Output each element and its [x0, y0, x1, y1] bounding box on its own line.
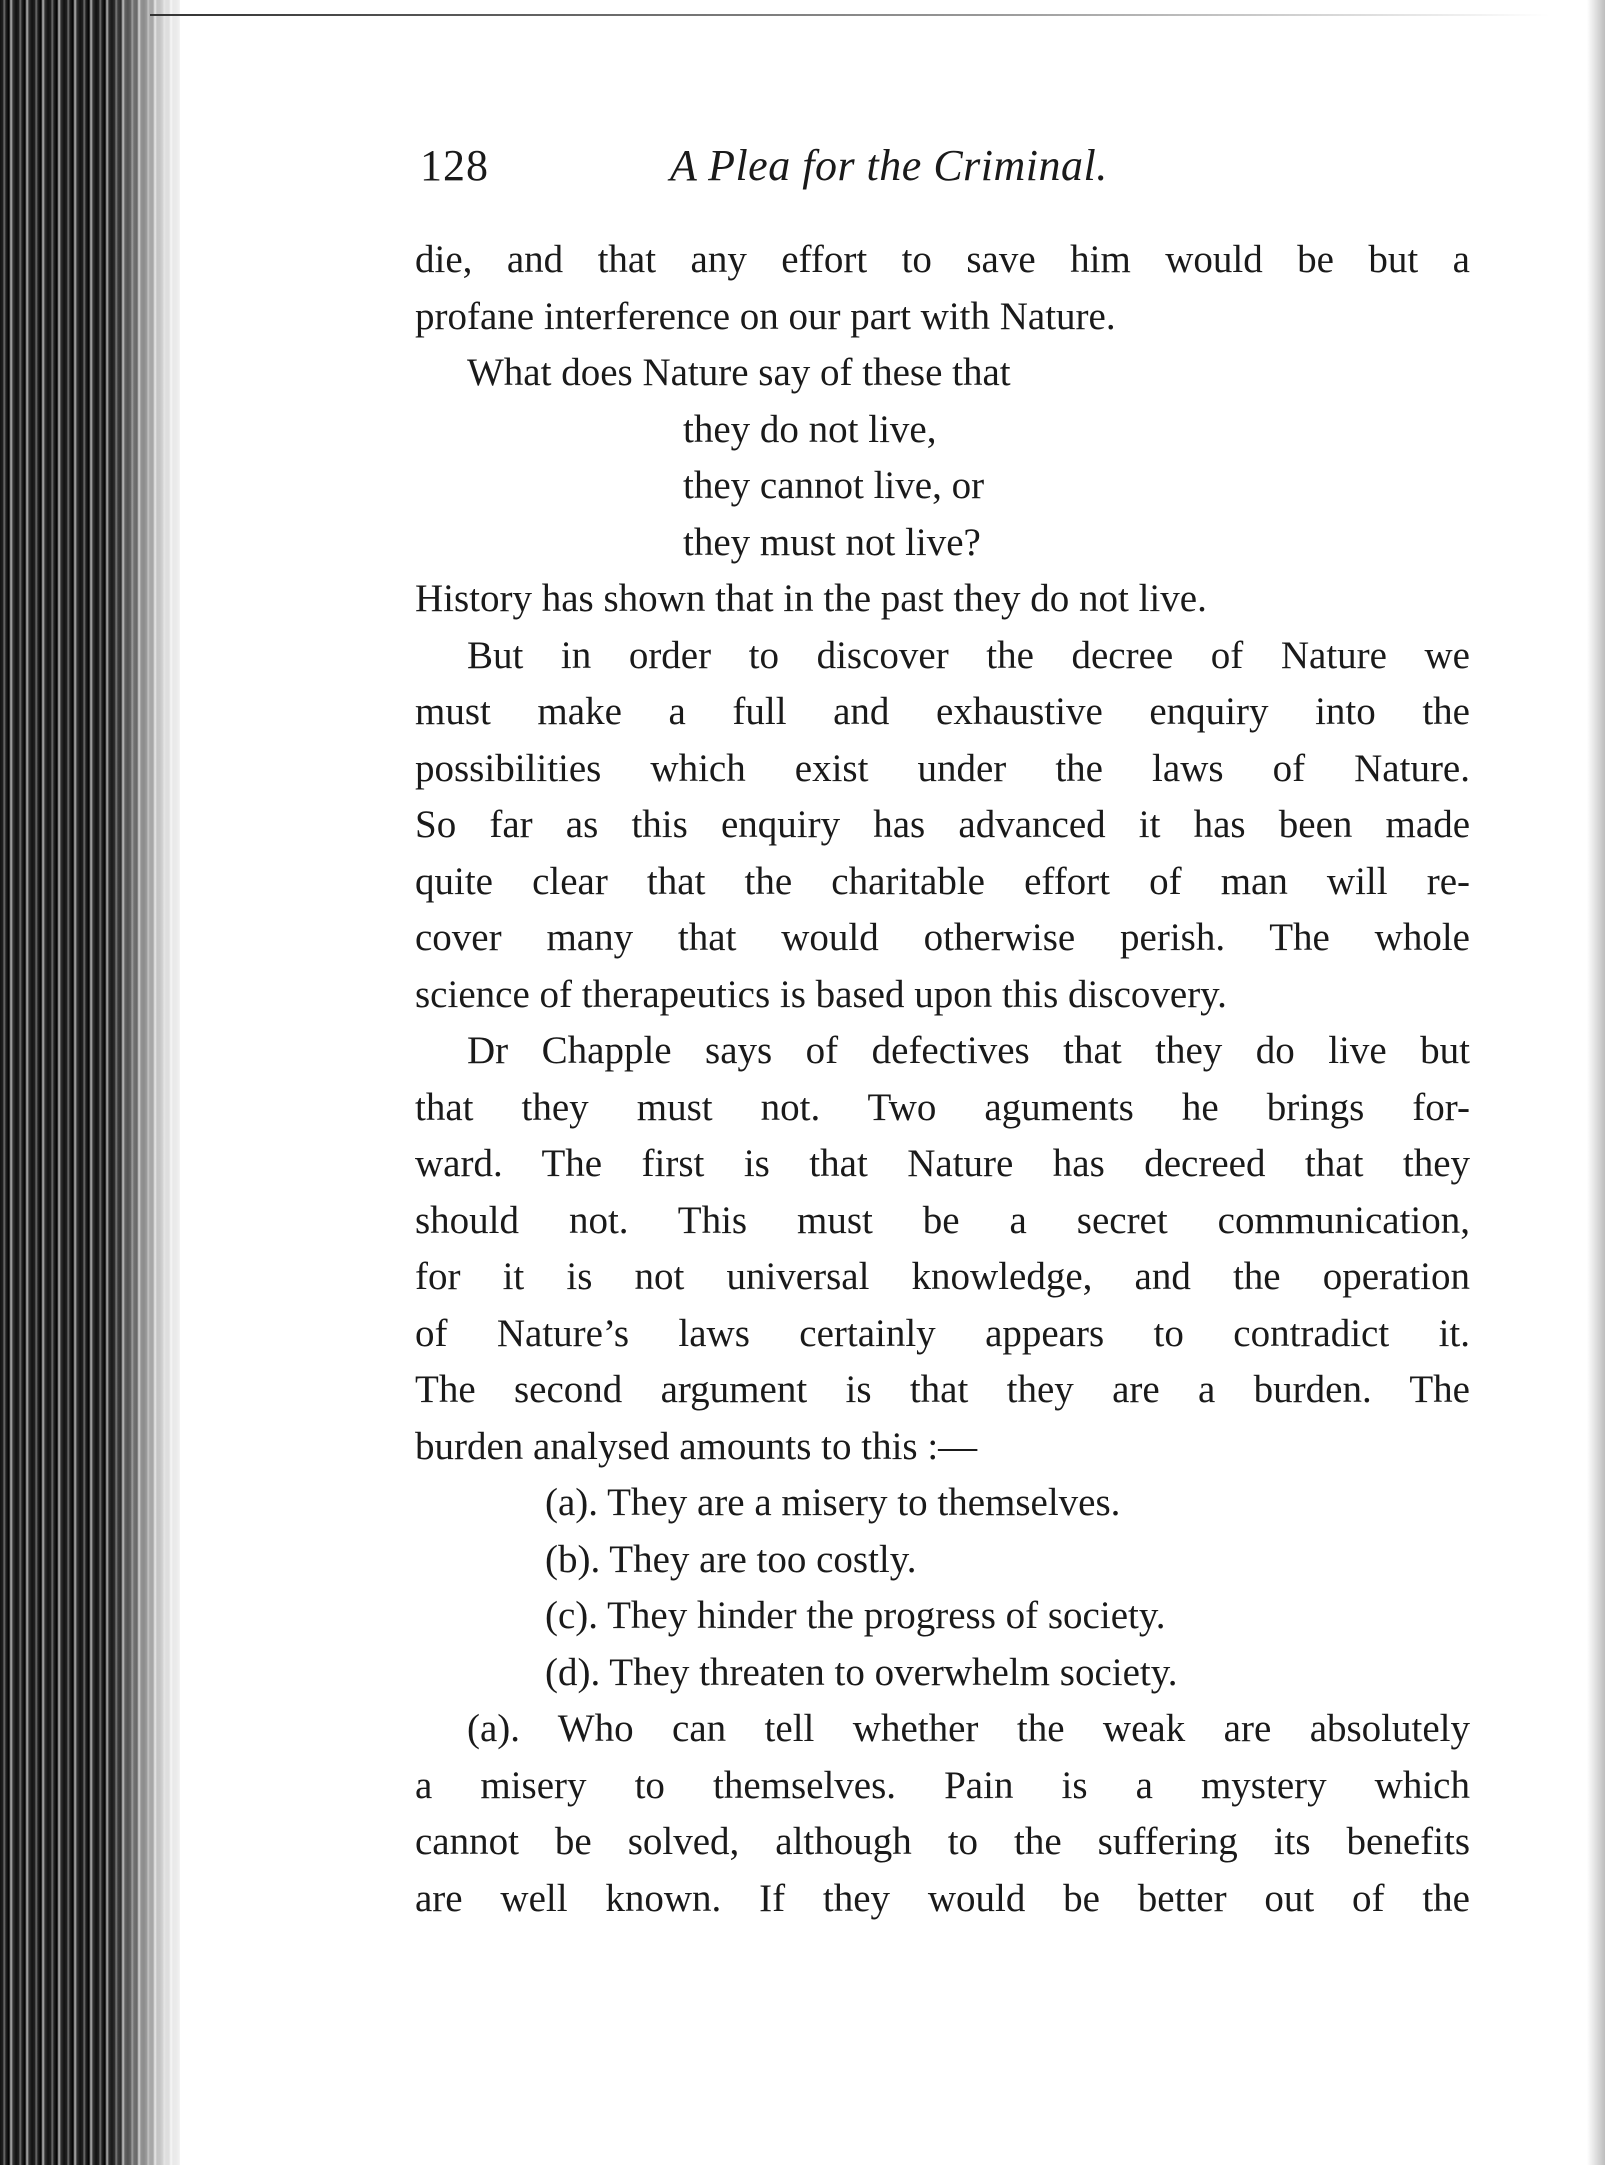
quote-line: they cannot live, or: [683, 464, 985, 507]
text-line: must make a full and exhaustive enquiry into the: [415, 690, 1470, 733]
running-header: [420, 140, 1320, 200]
body-text: [415, 232, 1470, 1927]
text-line: cannot be solved, although to the suffering its benefits: [415, 1820, 1470, 1863]
text-line: (a). Who can tell whether the weak are absolutely: [467, 1707, 1470, 1750]
quote-line: they must not live?: [683, 520, 981, 564]
text-line: die, and that any effort to save him would be but a: [415, 238, 1470, 281]
text-line: a misery to themselves. Pain is a mystery which: [415, 1763, 1470, 1807]
text-line: ward. The first is that Nature has decreed that they: [415, 1142, 1470, 1185]
text-line: should not. This must be a secret communication,: [415, 1198, 1470, 1242]
list-item: (d). They threaten to overwhelm society.: [545, 1650, 1178, 1694]
text-line: profane interference on our part with Nature.: [415, 294, 1116, 338]
text-line: possibilities which exist under the laws of Nature.: [415, 746, 1470, 790]
text-line: burden analysed amounts to this :—: [415, 1424, 978, 1468]
text-line: But in order to discover the decree of Nature we: [467, 633, 1470, 677]
text-line: The second argument is that they are a burden. The: [415, 1368, 1470, 1411]
list-item: (a). They are a misery to themselves.: [545, 1481, 1121, 1524]
text-line: are well known. If they would be better out of the: [415, 1876, 1470, 1920]
text-line: that they must not. Two aguments he brings for-: [415, 1085, 1470, 1129]
quote-line: they do not live,: [683, 407, 937, 451]
text-line: science of therapeutics is based upon this discovery.: [415, 972, 1227, 1016]
text-line: quite clear that the charitable effort of man will re-: [415, 859, 1470, 903]
text-line: What does Nature say of these that: [467, 351, 1011, 394]
text-line: Dr Chapple says of defectives that they do live but: [467, 1029, 1470, 1072]
page-top-edge: [150, 14, 1550, 16]
list-item: (c). They hinder the progress of society.: [545, 1594, 1166, 1637]
text-line: History has shown that in the past they do not live.: [415, 577, 1207, 620]
text-line: for it is not universal knowledge, and the operation: [415, 1255, 1470, 1298]
page-right-edge: [1587, 0, 1605, 2165]
text-line: of Nature’s laws certainly appears to contradict it.: [415, 1311, 1470, 1355]
text-line: cover many that would otherwise perish. The whole: [415, 916, 1470, 959]
running-title: A Plea for the Criminal.: [670, 141, 1108, 190]
page-number: 128: [420, 141, 489, 190]
binding-fade: [110, 0, 190, 2165]
list-item: (b). They are too costly.: [545, 1537, 917, 1581]
text-line: So far as this enquiry has advanced it has been made: [415, 803, 1470, 846]
